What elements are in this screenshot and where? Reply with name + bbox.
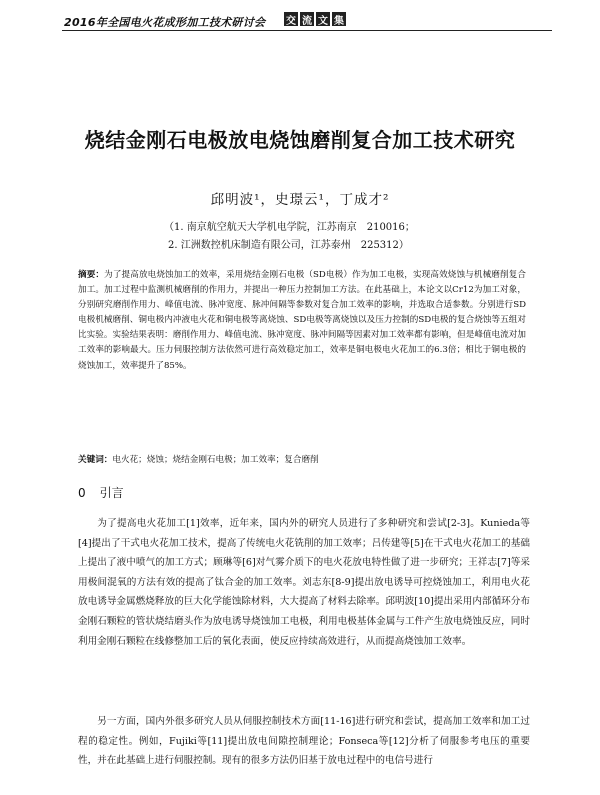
paragraph-text: 为了提高电火花加工[1]效率，近年来，国内外的研究人员进行了多种研究和尝试[2-3]。Kunieda等[4]提出了干式电火花加工技术，提高了传统电火花铣削的加工效率；吕传建等[5]在干式电火花加工的基础上提出了液中喷气的加工方式；顾琳等[6]对气雾介质下的电火花放电特性做了进一步研究；王祥志[7]等采用极间混氧的方法有效的提高了钛合金的加工效率。刘志东[8-9]提出放电诱导可控烧蚀加工，利用电火花放电诱导金属燃烧释放的巨大化学能蚀除材料，大大提高了材料去除率。邱明波[10]提出采用内部循环分布金刚石颗粒的管状烧结磨头作为放电诱导烧蚀加工电极，利用电极基体金属与工件产生放电烧蚀反应，同时利用金刚石颗粒在线修整加工后的氧化表面，使反应持续高效进行，从而提高烧蚀加工效率。	[78, 518, 530, 647]
keywords	[78, 453, 526, 467]
keywords-label: 关键词：	[78, 455, 113, 465]
badge-char: 流	[300, 12, 314, 26]
affiliation-1: （1. 南京航空航天大学机电学院，江苏南京 210016；	[164, 222, 415, 233]
collection-badges	[284, 12, 346, 26]
conference-header-text: 2016年全国电火花成形加工技术研讨会	[64, 16, 266, 29]
badge-char: 交	[284, 12, 298, 26]
affiliation-2: 2. 江洲数控机床制造有限公司，江苏泰州 225312）	[168, 240, 409, 251]
running-header	[62, 8, 552, 34]
keywords-text: 电火花；烧蚀；烧结金刚石电极；加工效率；复合磨削	[112, 455, 319, 465]
body-paragraph-2	[78, 712, 530, 771]
section-number: 0	[78, 486, 86, 500]
author-list: 邱明波¹，史璟云¹，丁成才²	[210, 192, 390, 208]
paragraph-text: 另一方面，国内外很多研究人员从伺服控制技术方面[11-16]进行研究和尝试，提高加工效率和加工过程的稳定性。例如，Fujiki等[11]提出放电间隙控制理论；Fonseca等[12]分析了伺服参考电压的重要性，并在此基础上进行伺服控制。现有的很多方法仍旧基于放电过程中的电信号进行	[78, 716, 530, 767]
body-paragraph-1	[78, 514, 530, 651]
badge-char: 集	[332, 12, 346, 26]
section-heading	[78, 484, 124, 501]
header-rule	[62, 30, 552, 31]
section-title: 引言	[99, 486, 124, 500]
paper-title: 烧结金刚石电极放电烧蚀磨削复合加工技术研究	[84, 128, 516, 152]
abstract-text: 为了提高放电烧蚀加工的效率，采用烧结金刚石电极（SD电极）作为加工电极，实现高效烧蚀与机械磨削复合加工。加工过程中监测机械磨削的作用力，并提出一种压力控制加工方法。在此基础上，本论文以Cr12为加工对象，分别研究磨削作用力、峰值电流、脉冲宽度、脉冲间隔等参数对复合加工效率的影响，并选取合适参数。分别进行SD电极机械磨削、铜电极内冲液电火花和铜电极等离烧蚀、SD电极等离烧蚀以及压力控制的SD电极的复合烧蚀等五组对比实验。实验结果表明：磨削作用力、峰值电流、脉冲宽度、脉冲间隔等因素对加工效率都有影响，但是峰值电流对加工效率的影响最大。压力伺服控制方法依然可进行高效稳定加工，效率是铜电极电火花加工的6.3倍；相比于铜电极的烧蚀加工，效率提升了85%。	[78, 270, 526, 371]
abstract	[78, 268, 526, 374]
abstract-label: 摘要：	[78, 270, 105, 280]
badge-char: 文	[316, 12, 330, 26]
